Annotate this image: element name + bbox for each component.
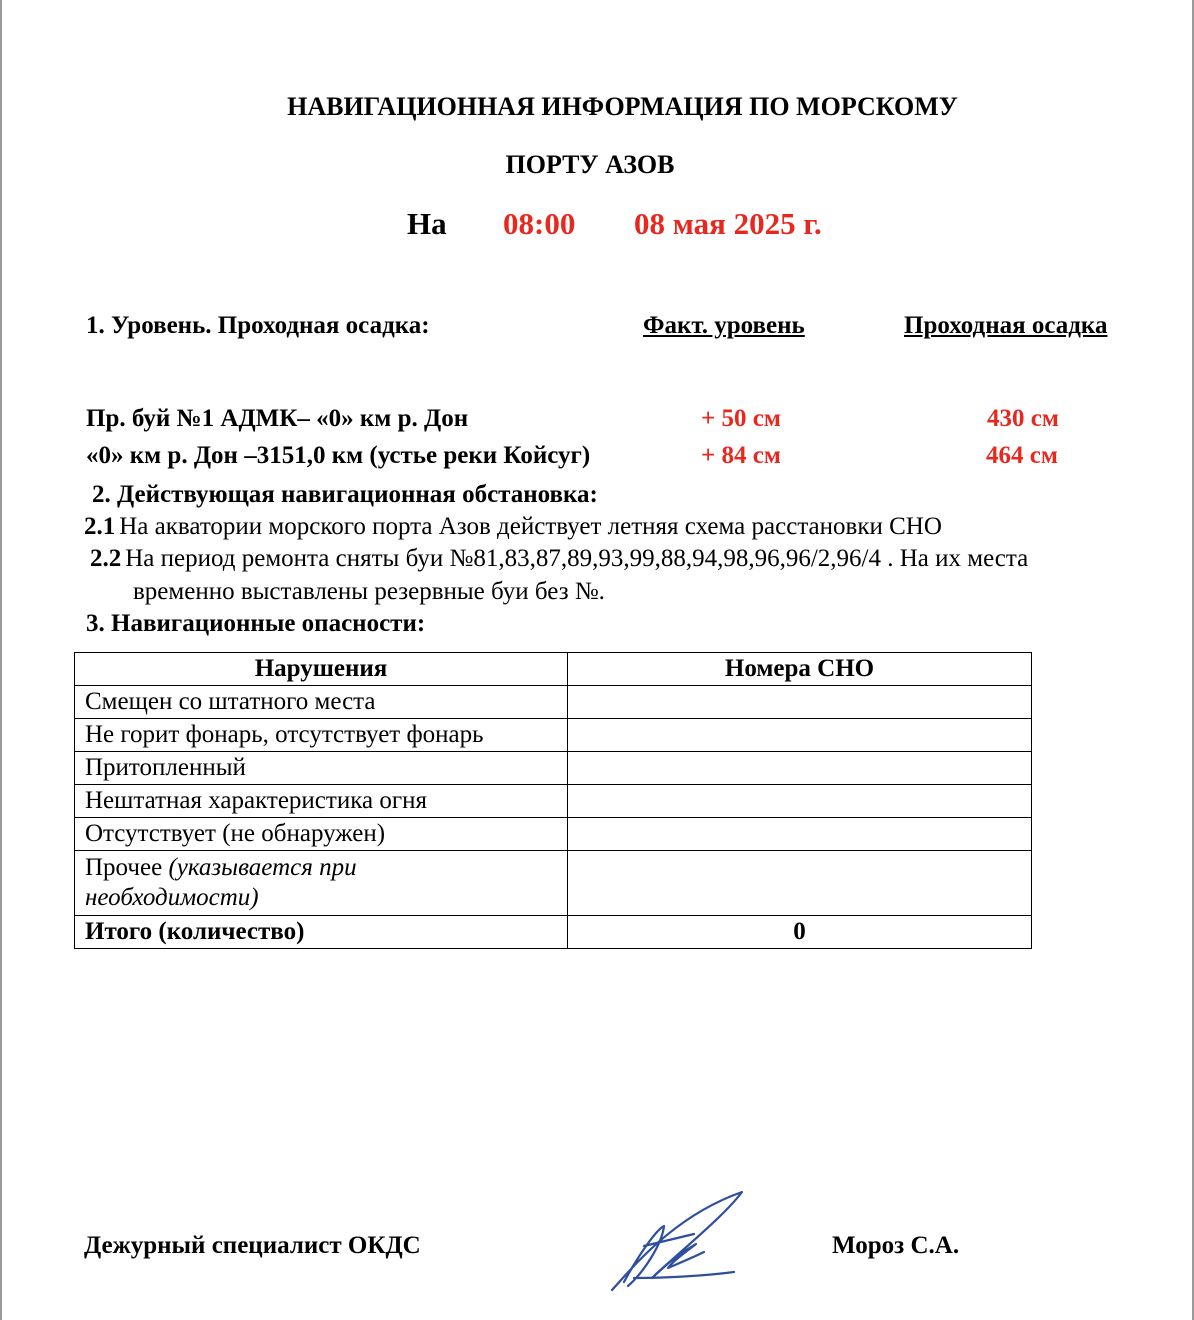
violation-cell: Притопленный: [75, 752, 568, 785]
level-row-draft: 464 см: [986, 442, 1058, 469]
sno-numbers-cell: [568, 785, 1032, 818]
item-number: 2.1: [84, 513, 116, 540]
violation-cell: Отсутствует (не обнаружен): [75, 818, 568, 851]
level-row-fact: + 50 см: [701, 405, 781, 432]
level-row-location: «0» км р. Дон –3151,0 км (устье реки Койсуг): [86, 442, 591, 469]
violation-cell: Смещен со штатного места: [75, 686, 568, 719]
page-edge-left: [0, 0, 2, 1320]
signatory-role: Дежурный специалист ОКДС: [84, 1232, 421, 1259]
sno-numbers-cell: [568, 851, 1032, 916]
header-sno-numbers: Номера СНО: [568, 653, 1032, 686]
level-row-location: Пр. буй №1 АДМК– «0» км р. Дон: [86, 405, 469, 432]
sno-numbers-cell: [568, 752, 1032, 785]
sno-numbers-cell: [568, 818, 1032, 851]
report-time: 08:00: [503, 206, 576, 241]
table-row: [75, 818, 1032, 851]
other-label: Прочее: [85, 854, 163, 881]
sno-numbers-cell: [568, 686, 1032, 719]
section2-title: 2. Действующая навигационная обстановка:: [92, 481, 598, 508]
table-row: [75, 785, 1032, 818]
document-title-line1: НАВИГАЦИОННАЯ ИНФОРМАЦИЯ ПО МОРСКОМУ: [287, 92, 958, 121]
signature-icon: [604, 1186, 754, 1298]
header-violations: Нарушения: [75, 653, 568, 686]
table-row: [75, 686, 1032, 719]
violation-cell: Не горит фонарь, отсутствует фонарь: [75, 719, 568, 752]
item-text: На акватории морского порта Азов действует летняя схема расстановки СНО: [119, 513, 942, 540]
total-value: 0: [568, 916, 1032, 949]
column-header-fact-level: Факт. уровень: [643, 312, 805, 339]
violation-cell: Нештатная характеристика огня: [75, 785, 568, 818]
table-row: [75, 719, 1032, 752]
level-row-draft: 430 см: [987, 405, 1059, 432]
total-label: Итого (количество): [75, 916, 568, 949]
nav-item-2-1: [84, 513, 942, 541]
sno-numbers-cell: [568, 719, 1032, 752]
other-note-continued: необходимости): [85, 884, 259, 911]
signatory-name: Мороз С.А.: [832, 1232, 960, 1259]
item-text: На период ремонта сняты буи №81,83,87,89,93,99,88,94,98,96,96/2,96/4 . На их места: [125, 545, 1029, 572]
table-header-row: [75, 653, 1032, 686]
table-row-other: [75, 851, 1032, 916]
other-note: (указывается при: [168, 854, 357, 881]
column-header-draft: Проходная осадка: [904, 312, 1108, 339]
violation-cell-other: [75, 851, 568, 916]
section3-title: 3. Навигационные опасности:: [86, 610, 426, 637]
table-row-total: [75, 916, 1032, 949]
nav-item-2-2-continued: временно выставлены резервные буи без №.: [133, 578, 605, 605]
level-row-fact: + 84 см: [701, 442, 781, 469]
report-date: 08 мая 2025 г.: [634, 206, 822, 241]
item-number: 2.2: [90, 545, 122, 572]
section1-title: 1. Уровень. Проходная осадка:: [86, 312, 430, 339]
document-title-line2: ПОРТУ АЗОВ: [505, 150, 675, 179]
on-label: На: [407, 206, 447, 241]
table-row: [75, 752, 1032, 785]
nav-item-2-2: [90, 545, 1028, 573]
hazards-table: [74, 652, 1032, 949]
